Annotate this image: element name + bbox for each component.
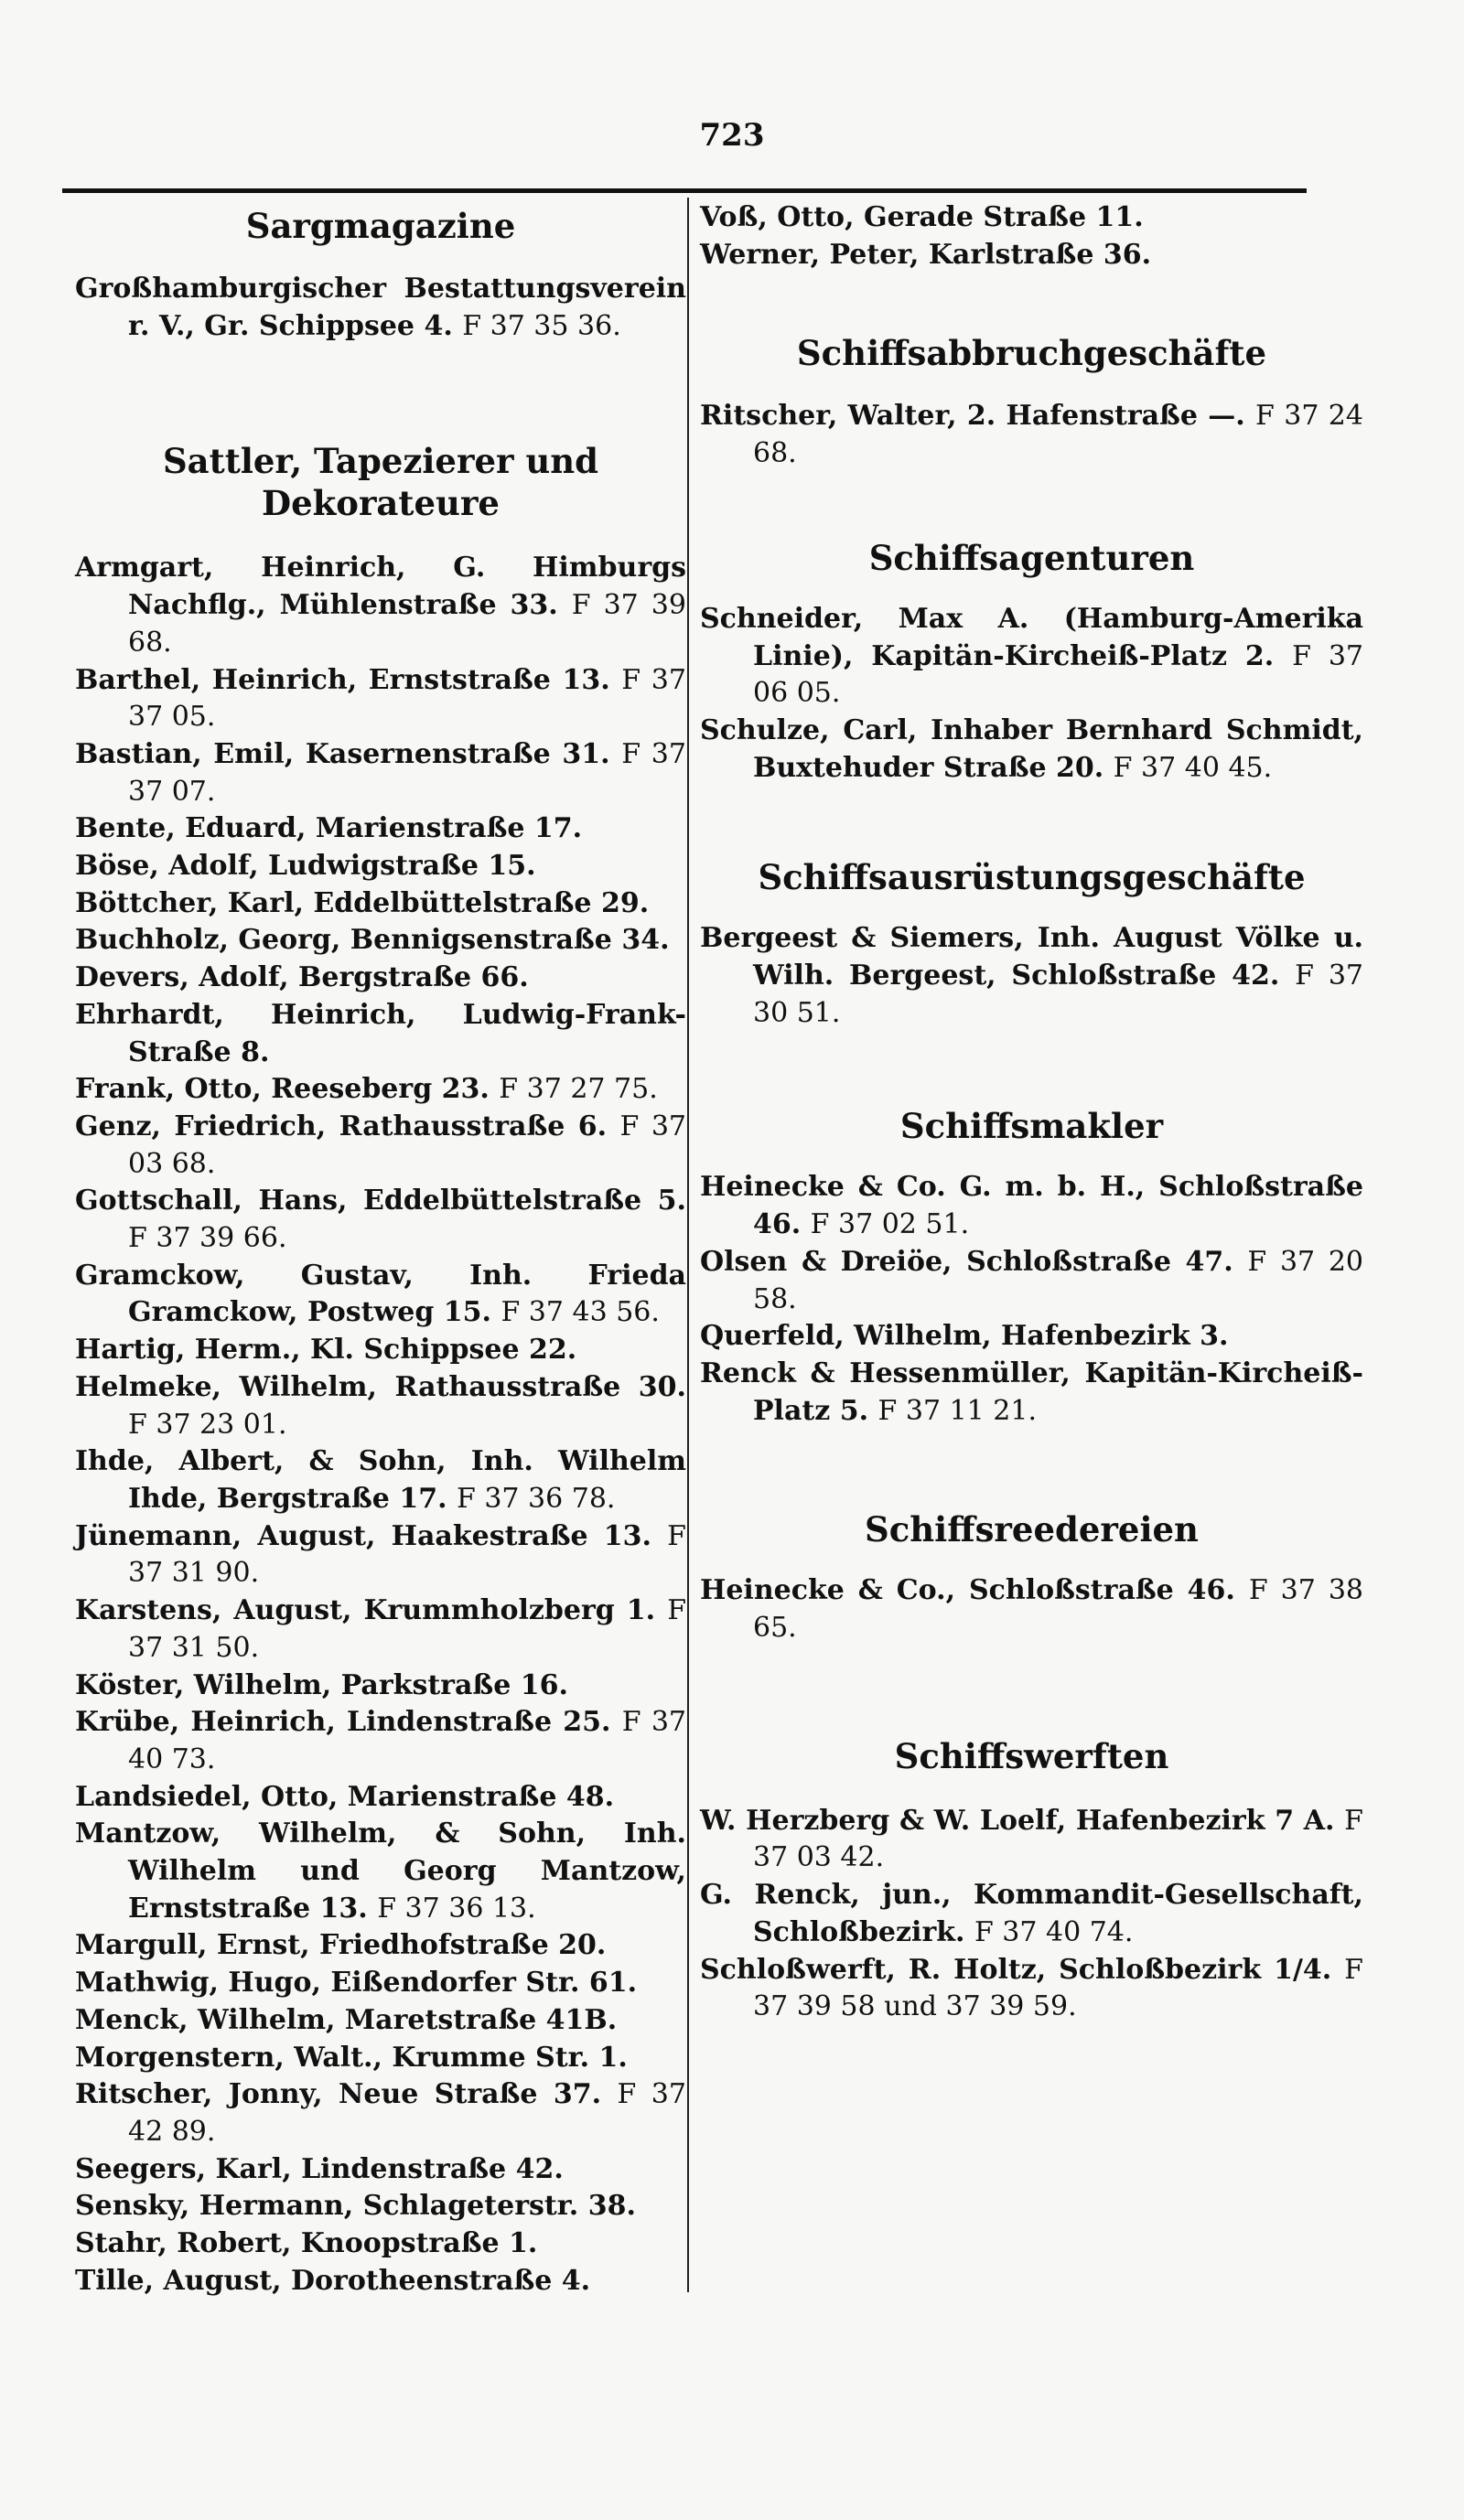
entry-name-address: Bastian, Emil, Kasernenstraße 31. — [75, 737, 610, 770]
entry-phone: F 37 24 68. — [753, 400, 1363, 470]
entry-phone: F 37 03 68. — [128, 1110, 686, 1180]
entry-phone: F 37 31 50. — [128, 1594, 687, 1664]
entry-phone: F 37 39 68. — [128, 589, 686, 659]
entry-name-address: Böse, Adolf, Ludwigstraße 15. — [75, 850, 536, 883]
directory-entry — [75, 2076, 686, 2150]
entry-name-address: Buchholz, Georg, Bennigsenstraße 34. — [75, 924, 670, 957]
directory-entry — [75, 960, 686, 997]
section-heading-schiffswerften: Schiffswerften — [894, 1735, 1169, 1776]
entry-phone: F 37 37 07. — [128, 737, 686, 808]
right-column — [700, 199, 1363, 2026]
entry-name-address: Hartig, Herm., Kl. Schippsee 22. — [75, 1334, 577, 1367]
directory-entry — [75, 736, 686, 810]
page-number: 723 — [699, 117, 765, 154]
directory-entry — [75, 848, 686, 885]
entry-list — [700, 1572, 1363, 1646]
directory-entry — [700, 199, 1363, 237]
section-heading-schiffsagenturen: Schiffsagenturen — [868, 537, 1195, 578]
directory-entry — [75, 2040, 686, 2077]
entry-name-address: Margull, Ernst, Friedhofstraße 20. — [75, 1929, 607, 1962]
entry-name-address: Barthel, Heinrich, Ernststraße 13. — [75, 663, 610, 696]
entry-name-address: Olsen & Dreiöe, Schloßstraße 47. — [700, 1245, 1233, 1278]
entry-phone: F 37 40 74. — [974, 1915, 1134, 1948]
directory-entry — [75, 662, 686, 736]
directory-entry — [75, 810, 686, 848]
entry-name-address: Köster, Wilhelm, Parkstraße 16. — [75, 1668, 568, 1701]
entry-name-address: Mathwig, Hugo, Eißendorfer Str. 61. — [75, 1967, 638, 2000]
directory-entry — [75, 1592, 686, 1667]
directory-entry — [700, 1572, 1363, 1646]
directory-entry — [75, 2188, 686, 2225]
directory-entry — [75, 922, 686, 960]
directory-entry — [75, 271, 686, 345]
entry-name-address: Ihde, Albert, & Sohn, Inh. Wilhelm Ihde, Bergstraße 17. — [75, 1445, 686, 1515]
entry-name-address: Voß, Otto, Gerade Straße 11. — [700, 201, 1144, 233]
entry-name-address: Gottschall, Hans, Eddelbüttelstraße 5. — [75, 1185, 686, 1217]
directory-entry — [700, 1877, 1363, 1951]
entry-name-address: Heinecke & Co. G. m. b. H., Schloßstraße 46. — [700, 1171, 1363, 1241]
entry-name-address: Schulze, Carl, Inhaber Bernhard Schmidt, Buxtehuder Straße 20. — [700, 713, 1363, 784]
entry-list — [75, 550, 686, 2300]
entry-name-address: Großhamburgischer Bestattungsverein r. V., Gr. Schippsee 4. — [75, 273, 686, 342]
entry-phone: F 37 36 13. — [377, 1892, 536, 1925]
entry-name-address: Helmeke, Wilhelm, Rathausstraße 30. — [75, 1370, 686, 1403]
directory-entry — [700, 398, 1363, 472]
entry-name-address: Bente, Eduard, Marienstraße 17. — [75, 812, 583, 845]
entry-phone: F 37 38 65. — [753, 1574, 1363, 1645]
entry-list — [700, 1803, 1363, 2026]
directory-entry — [75, 2151, 686, 2189]
entry-phone: F 37 06 05. — [753, 639, 1363, 710]
entry-name-address: Werner, Peter, Karlstraße 36. — [700, 238, 1152, 271]
directory-entry — [75, 1704, 686, 1778]
entry-name-address: Ritscher, Walter, 2. Hafenstraße —. — [700, 400, 1245, 433]
entry-name-address: Querfeld, Wilhelm, Hafenbezirk 3. — [700, 1320, 1229, 1353]
entry-phone: F 37 02 51. — [810, 1208, 970, 1241]
directory-entry — [700, 1356, 1363, 1430]
entry-phone: F 37 11 21. — [877, 1394, 1037, 1427]
entry-phone: F 37 03 42. — [753, 1804, 1363, 1874]
entry-name-address: Morgenstern, Walt., Krumme Str. 1. — [75, 2041, 628, 2074]
directory-entry — [75, 997, 686, 1071]
directory-entry — [75, 1109, 686, 1183]
entry-phone: F 37 20 58. — [753, 1245, 1364, 1315]
entry-phone: F 37 35 36. — [462, 309, 621, 342]
entry-name-address: Ritscher, Jonny, Neue Straße 37. — [75, 2078, 602, 2111]
entry-name-address: Landsiedel, Otto, Marienstraße 48. — [75, 1780, 615, 1813]
directory-entry — [75, 885, 686, 923]
directory-entry — [75, 1965, 686, 2002]
directory-entry — [700, 601, 1363, 713]
entry-name-address: Genz, Friedrich, Rathausstraße 6. — [75, 1110, 608, 1142]
entry-name-address: Devers, Adolf, Bergstraße 66. — [75, 961, 529, 994]
entry-phone: F 37 27 75. — [499, 1073, 658, 1106]
directory-entry — [700, 1318, 1363, 1356]
directory-entry — [75, 2002, 686, 2040]
entry-name-address: Gramckow, Gustav, Inh. Frieda Gramckow, Postweg 15. — [75, 1259, 686, 1329]
entry-name-address: Sensky, Hermann, Schlageterstr. 38. — [75, 2190, 636, 2223]
directory-entry — [75, 1369, 686, 1443]
section-heading-schiffsreedereien: Schiffsreedereien — [865, 1509, 1199, 1550]
entry-list — [75, 271, 686, 345]
entry-name-address: Heinecke & Co., Schloßstraße 46. — [700, 1574, 1235, 1607]
entry-list — [700, 601, 1363, 788]
entry-name-address: Mantzow, Wilhelm, & Sohn, Inh. Wilhelm und Georg Mantzow, Ernststraße 13. — [75, 1818, 686, 1925]
entry-phone: F 37 40 73. — [128, 1706, 687, 1775]
entry-phone: F 37 39 66. — [128, 1222, 287, 1255]
directory-entry — [75, 1779, 686, 1817]
entry-name-address: Bergeest & Siemers, Inh. August Völke u. Wilh. Bergeest, Schloßstraße 42. — [700, 922, 1363, 992]
entry-name-address: Renck & Hessenmüller, Kapitän-Kircheiß-Platz 5. — [700, 1357, 1363, 1427]
entry-phone: F 37 43 56. — [501, 1296, 660, 1329]
entry-name-address: Jünemann, August, Haakestraße 13. — [75, 1519, 651, 1552]
entry-phone: F 37 31 90. — [128, 1519, 686, 1590]
entry-name-address: W. Herzberg & W. Loelf, Hafenbezirk 7 A. — [700, 1804, 1335, 1837]
header-rule — [62, 188, 1307, 193]
entry-name-address: Tille, August, Dorotheenstraße 4. — [75, 2264, 591, 2297]
directory-entry — [700, 713, 1363, 787]
entry-list — [700, 199, 1363, 273]
directory-entry — [700, 1803, 1363, 1877]
directory-entry — [75, 1183, 686, 1257]
directory-entry — [700, 920, 1363, 1032]
section-heading-schiffsmakler: Schiffsmakler — [899, 1106, 1164, 1147]
entry-phone: F 37 42 89. — [128, 2078, 686, 2148]
entry-phone: F 37 39 58 und 37 39 59. — [753, 1953, 1363, 2023]
entry-phone: F 37 37 05. — [128, 663, 686, 734]
section-heading-sattler-tapezierer-und-dekorateure: Sattler, Tapezierer und Dekorateure — [162, 441, 599, 524]
directory-entry — [75, 1071, 686, 1109]
entry-phone: F 37 36 78. — [456, 1482, 616, 1515]
entry-list — [700, 920, 1363, 1032]
entry-list — [700, 398, 1363, 472]
directory-entry — [75, 1927, 686, 1965]
entry-name-address: Armgart, Heinrich, G. Himburgs Nachflg., Mühlenstraße 33. — [75, 552, 686, 622]
directory-entry — [700, 1169, 1363, 1243]
section-heading-schiffsausruestungsgeschaefte: Schiffsausrüstungsgeschäfte — [758, 857, 1306, 898]
directory-entry — [75, 1518, 686, 1592]
directory-entry — [75, 2263, 686, 2300]
entry-name-address: Stahr, Robert, Knoopstraße 1. — [75, 2227, 538, 2260]
directory-entry — [75, 1258, 686, 1332]
directory-entry — [700, 237, 1363, 274]
directory-entry — [75, 550, 686, 661]
directory-entry — [75, 2225, 686, 2263]
column-divider — [687, 198, 689, 2292]
entry-name-address: G. Renck, jun., Kommandit-Gesellschaft, Schloßbezirk. — [700, 1879, 1363, 1948]
entry-name-address: Menck, Wilhelm, Maretstraße 41B. — [75, 2003, 618, 2036]
section-heading-schiffsabbruchgeschaefte: Schiffsabbruchgeschäfte — [796, 333, 1267, 374]
entry-name-address: Schneider, Max A. (Hamburg-Amerika Linie), Kapitän-Kircheiß-Platz 2. — [700, 602, 1363, 672]
entry-name-address: Schloßwerft, R. Holtz, Schloßbezirk 1/4. — [700, 1953, 1332, 1986]
entry-name-address: Ehrhardt, Heinrich, Ludwig-Frank-Straße 8. — [75, 998, 686, 1068]
entry-phone: F 37 30 51. — [753, 960, 1363, 1029]
directory-entry — [700, 1244, 1363, 1318]
directory-entry — [75, 1332, 686, 1369]
entry-name-address: Seegers, Karl, Lindenstraße 42. — [75, 2152, 564, 2185]
directory-entry — [75, 1816, 686, 1927]
entry-list — [700, 1169, 1363, 1430]
entry-name-address: Karstens, August, Krummholzberg 1. — [75, 1594, 656, 1627]
left-column — [75, 199, 686, 2300]
entry-phone: F 37 40 45. — [1113, 751, 1273, 784]
entry-name-address: Krübe, Heinrich, Lindenstraße 25. — [75, 1706, 611, 1739]
entry-name-address: Böttcher, Karl, Eddelbüttelstraße 29. — [75, 886, 650, 919]
directory-entry — [700, 1952, 1363, 2026]
directory-entry — [75, 1667, 686, 1705]
section-heading-sargmagazine: Sargmagazine — [245, 206, 516, 246]
entry-phone: F 37 23 01. — [128, 1408, 287, 1441]
entry-name-address: Frank, Otto, Reeseberg 23. — [75, 1073, 490, 1106]
directory-entry — [75, 1443, 686, 1517]
